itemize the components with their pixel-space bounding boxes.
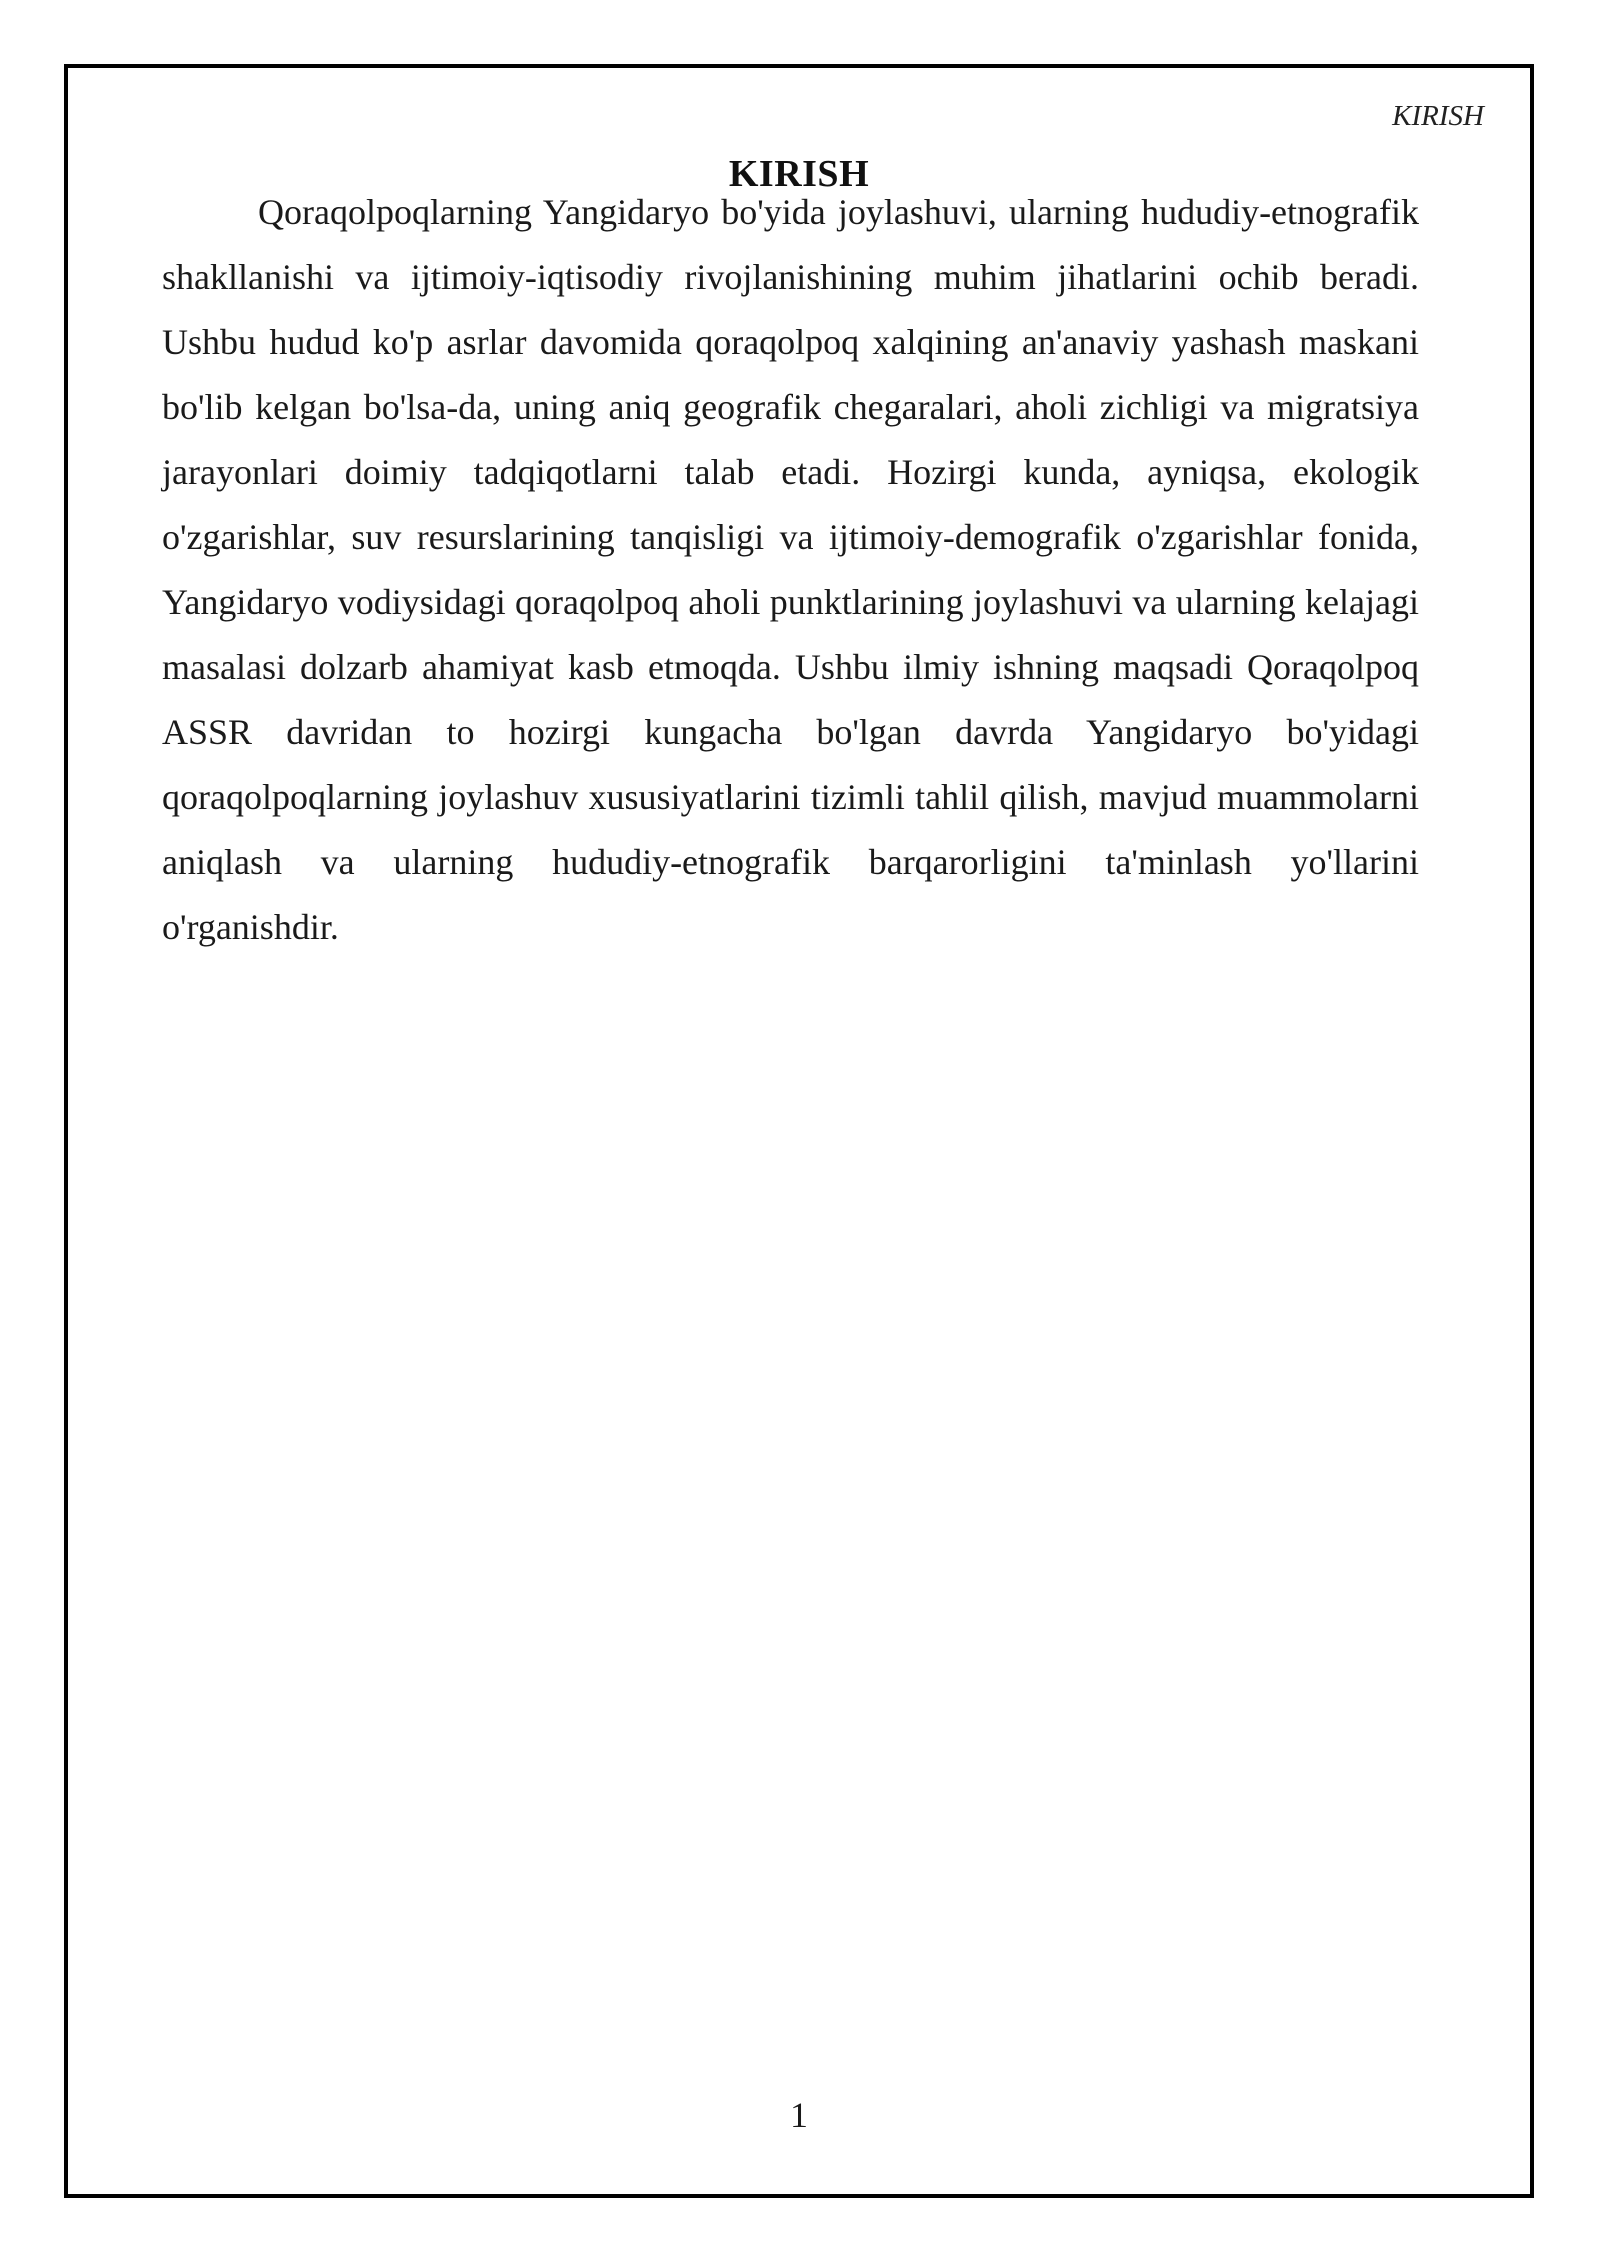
intro-paragraph: Qoraqolpoqlarning Yangidaryo bo'yida joylashuvi, ularning hududiy-etnografik shakllanishi va ijtimoiy-iqtisodiy rivojlanishining muhim jihatlarini ochib beradi. Ushbu hudud ko'p asrlar davomida qoraqolpoq xalqining an'anaviy yashash maskani bo'lib kelgan bo'lsa-da, uning aniq geografik chegaralari, aholi zichligi va migratsiya jarayonlari doimiy tadqiqotlarni talab etadi. Hozirgi kunda, ayniqsa, ekologik o'zgarishlar, suv resurslarining tanqisligi va ijtimoiy-demografik o'zgarishlar fonida, Yangidaryo vodiysidagi qoraqolpoq aholi punktlarining joylashuvi va ularning kelajagi masalasi dolzarb ahamiyat kasb etmoqda. Ushbu ilmiy ishning maqsadi Qoraqolpoq ASSR davridan to hozirgi kungacha bo'lgan davrda Yangidaryo bo'yidagi qoraqolpoqlarning joylashuv xususiyatlarini tizimli tahlil qilish, mavjud muammolarni aniqlash va ularning hududiy-etnografik barqarorligini ta'minlash yo'llarini o'rganishdir. <box>162 192 1419 947</box>
page-number: 1 <box>790 2095 808 2135</box>
page-title: KIRISH <box>728 153 870 195</box>
running-header: KIRISH <box>1392 100 1484 132</box>
